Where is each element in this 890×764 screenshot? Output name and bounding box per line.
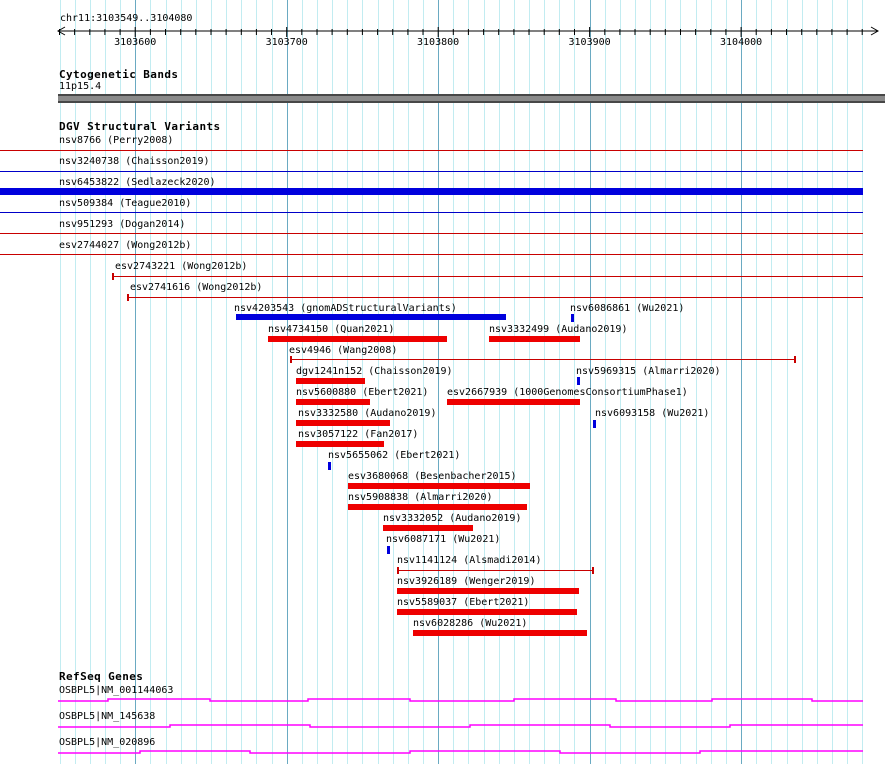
gridline-minor [196,0,197,764]
variant-range-line[interactable] [398,570,593,571]
gridline-minor [256,0,257,764]
variant-label: nsv5655062 (Ebert2021) [328,450,461,461]
refseq-track-heading: RefSeq Genes [59,670,144,683]
gridline-minor [832,0,833,764]
ruler-tick-label: 3103700 [265,37,308,48]
gridline-major [135,0,136,764]
gridline-minor [787,0,788,764]
gridline-minor [468,0,469,764]
variant-range-endcap[interactable] [127,294,129,301]
gene-label: OSBPL5|NM_145638 [59,711,156,722]
variant-range-line[interactable] [0,212,863,213]
variant-label: nsv3332499 (Audano2019) [489,324,628,335]
variant-bar[interactable] [489,336,580,342]
gridline-minor [150,0,151,764]
gridline-major [287,0,288,764]
variant-label: esv4946 (Wang2008) [289,345,398,356]
gridline-minor [726,0,727,764]
gridline-minor [484,0,485,764]
ruler-tick-label: 3104000 [720,37,763,48]
gridline-minor [120,0,121,764]
gridline-minor [529,0,530,764]
cytoband-track-heading: Cytogenetic Bands [59,68,179,81]
variant-label: nsv1141124 (Alsmadi2014) [397,555,542,566]
dgv-track-heading: DGV Structural Variants [59,120,221,133]
gene-label: OSBPL5|NM_001144063 [59,685,174,696]
variant-bar[interactable] [397,609,577,615]
ruler-tick-label: 3103800 [417,37,460,48]
variant-bar[interactable] [383,525,473,531]
gridline-minor [241,0,242,764]
variant-range-endcap[interactable] [112,273,114,280]
variant-label: nsv4734150 (Quan2021) [268,324,395,335]
variant-label: nsv3332052 (Audano2019) [383,513,522,524]
variant-label: esv3680068 (Besenbacher2015) [348,471,517,482]
variant-range-line[interactable] [0,233,863,234]
gridline-minor [393,0,394,764]
ruler-tick-label: 3103600 [114,37,157,48]
gridline-minor [544,0,545,764]
variant-bar[interactable] [296,441,384,447]
variant-range-line[interactable] [0,150,863,151]
gridline-minor [771,0,772,764]
variant-point-tick[interactable] [593,420,596,428]
variant-bar[interactable] [348,483,530,489]
gridline-minor [696,0,697,764]
gridline-major [590,0,591,764]
variant-range-line[interactable] [0,254,863,255]
variant-label: nsv6086861 (Wu2021) [570,303,685,314]
variant-label: nsv5969315 (Almarri2020) [576,366,721,377]
gridline-minor [60,0,61,764]
gridline-minor [75,0,76,764]
gridline-minor [665,0,666,764]
gridline-minor [817,0,818,764]
variant-range-line[interactable] [0,171,863,172]
gridline-minor [499,0,500,764]
variant-bar[interactable] [296,420,390,426]
variant-label: esv2744027 (Wong2012b) [59,240,192,251]
gridline-minor [605,0,606,764]
variant-label: nsv6028286 (Wu2021) [413,618,528,629]
variant-point-tick[interactable] [571,314,574,322]
variant-range-endcap[interactable] [794,356,796,363]
variant-bar[interactable] [0,188,863,195]
variant-label: nsv5908838 (Almarri2020) [348,492,493,503]
variant-label: esv2741616 (Wong2012b) [130,282,263,293]
gridline-minor [105,0,106,764]
cytoband-bar[interactable] [58,94,885,103]
variant-range-endcap[interactable] [290,356,292,363]
gridline-minor [620,0,621,764]
cytoband-name-label: 11p15.4 [59,81,102,92]
variant-label: nsv3240738 (Chaisson2019) [59,156,210,167]
variant-point-tick[interactable] [577,377,580,385]
gridline-minor [756,0,757,764]
gridline-minor [423,0,424,764]
variant-range-endcap[interactable] [397,567,399,574]
variant-label: nsv5589037 (Ebert2021) [397,597,530,608]
variant-label: esv2667939 (1000GenomesConsortiumPhase1) [447,387,688,398]
variant-label: esv2743221 (Wong2012b) [115,261,248,272]
variant-bar[interactable] [348,504,527,510]
gridline-minor [574,0,575,764]
variant-point-tick[interactable] [328,462,331,470]
gridline-minor [680,0,681,764]
gridline-major [438,0,439,764]
gridline-minor [211,0,212,764]
variant-range-line[interactable] [128,297,863,298]
gridline-minor [650,0,651,764]
variant-label: nsv6453822 (Sedlazeck2020) [59,177,216,188]
variant-label: nsv509384 (Teague2010) [59,198,192,209]
gridline-minor [272,0,273,764]
gridline-minor [166,0,167,764]
variant-bar[interactable] [413,630,587,636]
gene-label: OSBPL5|NM_020896 [59,737,156,748]
variant-bar[interactable] [447,399,580,405]
variant-bar[interactable] [397,588,579,594]
variant-label: nsv8766 (Perry2008) [59,135,174,146]
gridline-minor [635,0,636,764]
gridline-minor [181,0,182,764]
variant-label: nsv6093158 (Wu2021) [595,408,710,419]
gridline-minor [847,0,848,764]
variant-label: nsv3926189 (Wenger2019) [397,576,536,587]
gridline-minor [453,0,454,764]
gridline-minor [90,0,91,764]
gridline-major [741,0,742,764]
gridline-minor [378,0,379,764]
variant-bar[interactable] [236,314,506,320]
variant-range-line[interactable] [113,276,863,277]
variant-bar[interactable] [296,399,370,405]
ruler-tick-label: 3103900 [568,37,611,48]
variant-label: nsv5600880 (Ebert2021) [296,387,429,398]
gridline-minor [514,0,515,764]
variant-bar[interactable] [268,336,447,342]
gridline-minor [862,0,863,764]
variant-range-line[interactable] [291,359,795,360]
variant-label: nsv3332580 (Audano2019) [298,408,437,419]
variant-point-tick[interactable] [387,546,390,554]
variant-label: nsv4203543 (gnomADStructuralVariants) [234,303,457,314]
variant-label: dgv1241n152 (Chaisson2019) [296,366,453,377]
variant-label: nsv951293 (Dogan2014) [59,219,186,230]
variant-label: nsv6087171 (Wu2021) [386,534,501,545]
variant-range-endcap[interactable] [592,567,594,574]
variant-bar[interactable] [296,378,365,384]
gridline-minor [711,0,712,764]
gridline-minor [559,0,560,764]
region-label: chr11:3103549..3104080 [60,13,193,24]
gridline-minor [226,0,227,764]
variant-label: nsv3057122 (Fan2017) [298,429,419,440]
gridline-minor [408,0,409,764]
gridline-minor [802,0,803,764]
